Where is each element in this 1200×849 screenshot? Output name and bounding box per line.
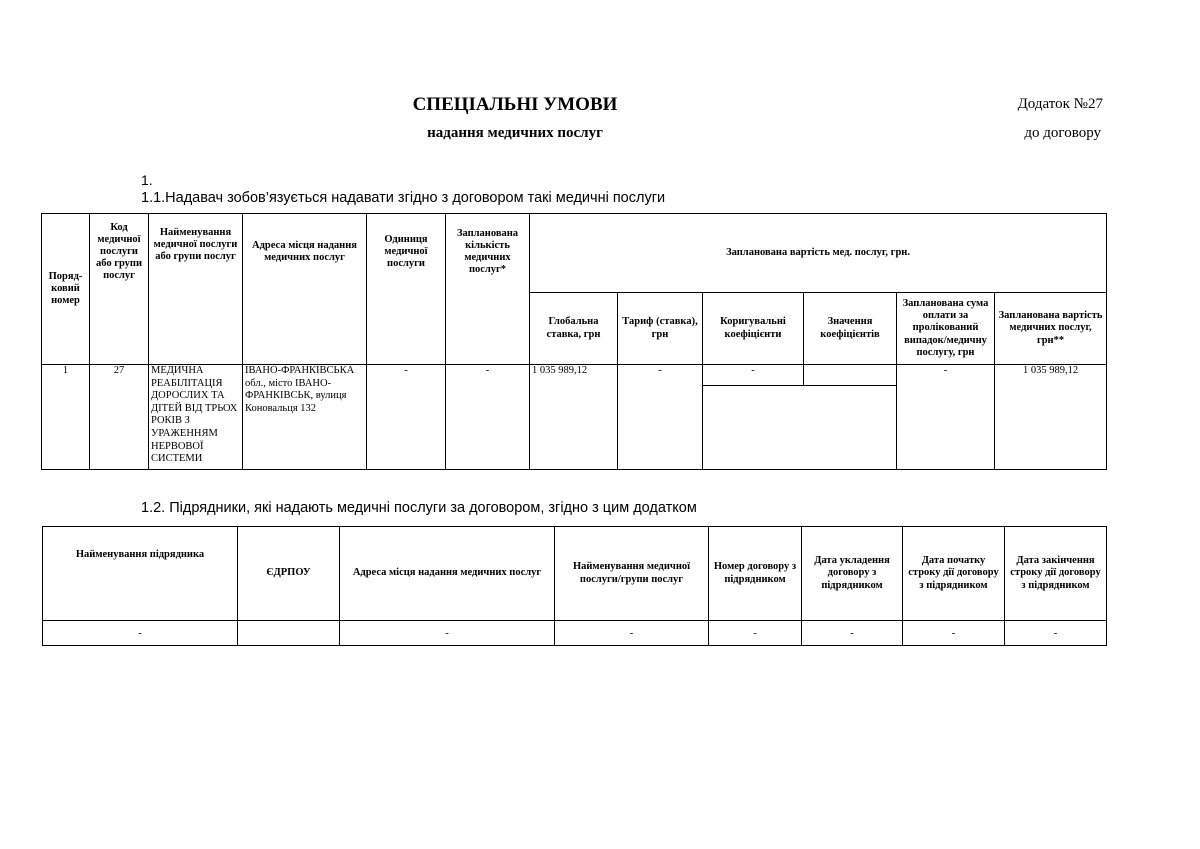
header-coef-values: Значення коефіцієнтів — [804, 293, 897, 365]
cell-corr-coef: - — [703, 365, 804, 386]
cell-code: 27 — [90, 365, 149, 470]
header-planned-cost: Запланована вартість медичних послуг, грн** — [995, 293, 1107, 365]
cell-coef-values — [804, 365, 897, 386]
contractors-table — [42, 526, 1107, 646]
page-title: СПЕЦІАЛЬНІ УМОВИ — [412, 94, 618, 115]
cell-tariff: - — [618, 365, 703, 470]
section-1-1-heading: 1.1.Надавач зобов’язується надавати згідно з договором такі медичні послуги — [141, 190, 666, 206]
cell-contractor-service: - — [555, 621, 709, 646]
header-corr-coef: Коригувальні коефіцієнти — [703, 293, 804, 365]
services-table — [41, 213, 1107, 470]
header-global-rate: Глобальна ставка, грн — [530, 293, 618, 365]
section-number: 1. — [141, 172, 153, 188]
cell-contractor-address: - — [340, 621, 555, 646]
cell-order: 1 — [42, 365, 90, 470]
header-cost-group: Запланована вартість мед. послуг, грн. — [530, 214, 1107, 293]
cell-end-date: - — [1005, 621, 1107, 646]
header-name: Найменування медичної послуги або групи послуг — [149, 214, 243, 365]
header-start-date: Дата початку строку дії договору з підрядником — [903, 527, 1005, 621]
header-end-date: Дата закінчення строку дії договору з підрядником — [1005, 527, 1107, 621]
header-order: Поряд-ковий номер — [42, 214, 90, 365]
cell-unit: - — [367, 365, 446, 470]
header-edrpou: ЄДРПОУ — [238, 527, 340, 621]
cell-treated-sum: - — [897, 365, 995, 470]
address-city: ІВАНО-ФРАНКІВСЬК — [245, 377, 332, 402]
cell-quantity: - — [446, 365, 530, 470]
contract-label: до договору — [1024, 125, 1101, 141]
header-unit: Одиниця медичної послуги — [367, 214, 446, 365]
cell-contractor-name: - — [43, 621, 238, 646]
table-row — [43, 621, 1107, 646]
section-1-2-heading: 1.2. Підрядники, які надають медичні послуги за договором, згідно з цим додатком — [141, 500, 697, 516]
header-treated-sum: Запланована сума оплати за пролікований випадок/медичну послугу, грн — [897, 293, 995, 365]
header-contractor-name: Найменування підрядника — [43, 527, 238, 621]
page-subtitle: надання медичних послуг — [427, 125, 603, 141]
header-contractor-address: Адреса місця надання медичних послуг — [340, 527, 555, 621]
header-contract-number: Номер договору з підрядником — [709, 527, 802, 621]
address-region: ІВАНО-ФРАНКІВСЬКА — [245, 365, 355, 376]
cell-edrpou — [238, 621, 340, 646]
header-contract-date: Дата укладення договору з підрядником — [802, 527, 903, 621]
address-part-1: обл., місто — [245, 377, 295, 389]
cell-service-name: МЕДИЧНА РЕАБІЛІТАЦІЯ ДОРОСЛИХ ТА ДІТЕЙ ВІД ТРЬОХ РОКІВ З УРАЖЕННЯМ НЕРВОВОЇ СИСТЕМИ — [149, 365, 243, 470]
header-tariff: Тариф (ставка), грн — [618, 293, 703, 365]
cell-planned-cost: 1 035 989,12 — [995, 365, 1107, 470]
address-part-2: , вулиця Коновальця 132 — [245, 390, 347, 414]
cell-contract-date: - — [802, 621, 903, 646]
cell-start-date: - — [903, 621, 1005, 646]
header-quantity: Запланована кількість медичних послуг* — [446, 214, 530, 365]
cell-global-rate: 1 035 989,12 — [530, 365, 618, 470]
table-row — [42, 365, 1107, 386]
annex-number: Додаток №27 — [1017, 96, 1103, 112]
header-contractor-service: Найменування медичної послуги/групи послуг — [555, 527, 709, 621]
cell-coef-empty — [703, 386, 897, 470]
header-code: Код медичної послуги або групи послуг — [90, 214, 149, 365]
cell-contract-number: - — [709, 621, 802, 646]
header-address: Адреса місця надання медичних послуг — [243, 214, 367, 365]
cell-address — [243, 365, 367, 470]
